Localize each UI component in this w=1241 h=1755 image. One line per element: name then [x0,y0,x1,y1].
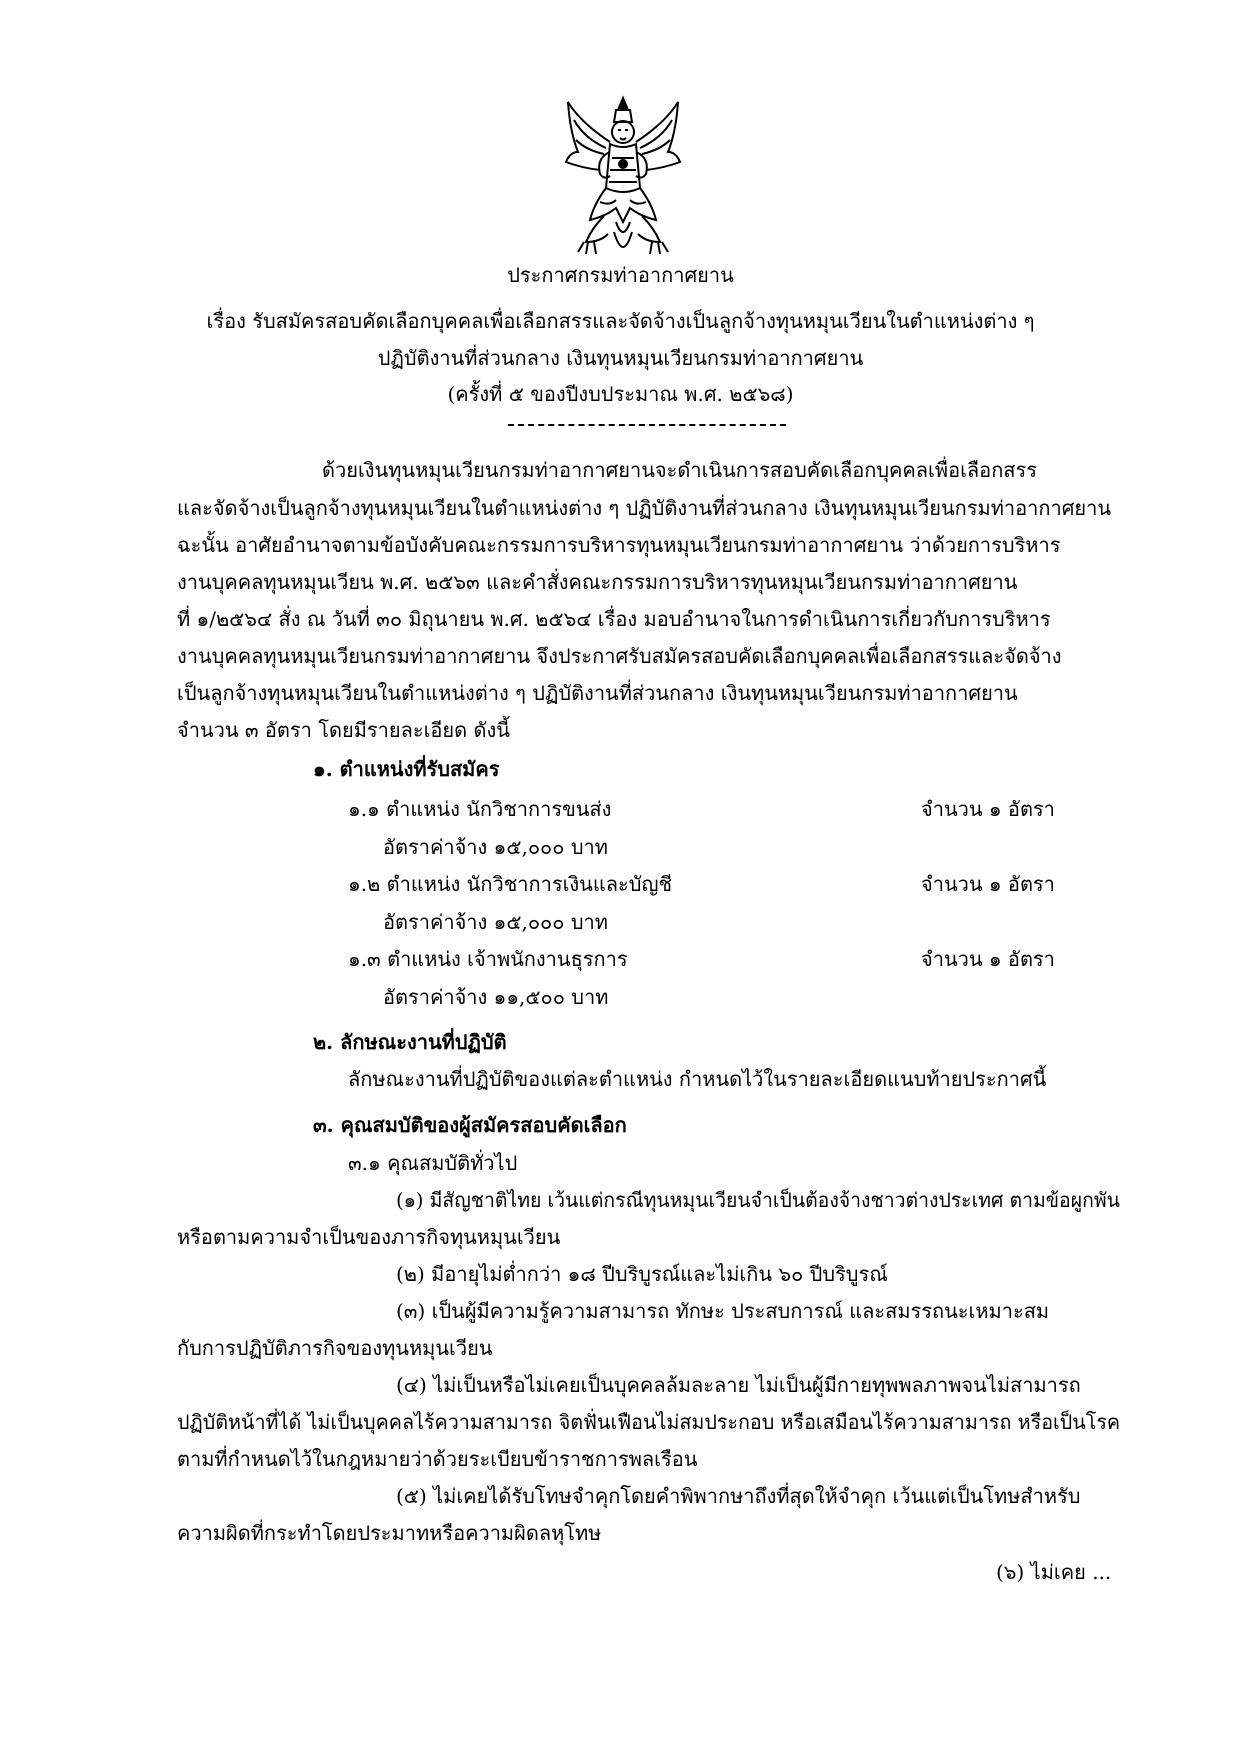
continuation-marker: (๖) ไม่เคย ... [996,1560,1112,1584]
qualification-3-line-2: กับการปฏิบัติภารกิจของทุนหมุนเวียน [177,1336,493,1360]
qualification-4-line-1: (๔) ไม่เป็นหรือไม่เคยเป็นบุคคลล้มละลาย ไม่เป็นผู้มีกายทุพพลภาพจนไม่สามารถ [396,1373,1081,1397]
qualification-3-line-1: (๓) เป็นผู้มีความรู้ความสามารถ ทักษะ ประสบการณ์ และสมรรถนะเหมาะสม [396,1299,1050,1323]
section-2-text: ลักษณะงานที่ปฏิบัติของแต่ละตำแหน่ง กำหนดไว้ในรายละเอียดแนบท้ายประกาศนี้ [348,1067,1047,1091]
qualification-5-line-1: (๕) ไม่เคยได้รับโทษจำคุกโดยคำพิพากษาถึงที่สุดให้จำคุก เว้นแต่เป็นโทษสำหรับ [396,1484,1081,1508]
position-3-title: ๑.๓ ตำแหน่ง เจ้าพนักงานธุรการ [348,947,628,971]
header-separator [508,424,786,426]
garuda-emblem-icon [560,92,686,268]
qualification-1-line-2: หรือตามความจำเป็นของภารกิจทุนหมุนเวียน [177,1225,561,1249]
subject-line-2: ปฏิบัติงานที่ส่วนกลาง เงินทุนหมุนเวียนกรมท่าอากาศยาน [377,346,864,370]
intro-line-2: และจัดจ้างเป็นลูกจ้างทุนหมุนเวียนในตำแหน่งต่าง ๆ ปฏิบัติงานที่ส่วนกลาง เงินทุนหมุนเวียนกรมท่าอากาศยาน [177,496,1112,520]
position-1-count: จำนวน ๑ อัตรา [921,797,1055,821]
section-3-heading: ๓. คุณสมบัติของผู้สมัครสอบคัดเลือก [313,1113,627,1137]
position-3-wage: อัตราค่าจ้าง ๑๑,๕๐๐ บาท [383,985,609,1009]
position-2-title: ๑.๒ ตำแหน่ง นักวิชาการเงินและบัญชี [348,872,673,896]
intro-line-4: งานบุคคลทุนหมุนเวียน พ.ศ. ๒๕๖๓ และคำสั่งคณะกรรมการบริหารทุนหมุนเวียนกรมท่าอากาศยาน [177,570,1018,594]
qualification-2: (๒) มีอายุไม่ต่ำกว่า ๑๘ ปีบริบูรณ์และไม่เกิน ๖๐ ปีบริบูรณ์ [396,1262,888,1286]
position-2-wage: อัตราค่าจ้าง ๑๕,๐๐๐ บาท [383,910,608,934]
qualification-1-line-1: (๑) มีสัญชาติไทย เว้นแต่กรณีทุนหมุนเวียนจำเป็นต้องจ้างชาวต่างประเทศ ตามข้อผูกพัน [396,1188,1120,1212]
position-2-count: จำนวน ๑ อัตรา [921,872,1055,896]
position-3-count: จำนวน ๑ อัตรา [921,947,1055,971]
intro-line-8: จำนวน ๓ อัตรา โดยมีรายละเอียด ดังนี้ [177,718,510,742]
intro-line-7: เป็นลูกจ้างทุนหมุนเวียนในตำแหน่งต่าง ๆ ปฏิบัติงานที่ส่วนกลาง เงินทุนหมุนเวียนกรมท่าอากาศยาน [177,681,1018,705]
position-1-wage: อัตราค่าจ้าง ๑๕,๐๐๐ บาท [383,835,608,859]
position-1-title: ๑.๑ ตำแหน่ง นักวิชาการขนส่ง [348,797,612,821]
issuer-title: ประกาศกรมท่าอากาศยาน [507,263,734,287]
intro-line-1: ด้วยเงินทุนหมุนเวียนกรมท่าอากาศยานจะดำเนินการสอบคัดเลือกบุคคลเพื่อเลือกสรร [322,458,1037,482]
section-1-heading: ๑. ตำแหน่งที่รับสมัคร [313,757,500,781]
section-3-1-subheading: ๓.๑ คุณสมบัติทั่วไป [348,1151,518,1175]
section-2-heading: ๒. ลักษณะงานที่ปฏิบัติ [313,1030,507,1054]
intro-line-5: ที่ ๑/๒๕๖๔ สั่ง ณ วันที่ ๓๐ มิถุนายน พ.ศ. ๒๕๖๔ เรื่อง มอบอำนาจในการดำเนินการเกี่ยวกับการบริหาร [177,607,1051,631]
qualification-4-line-2: ปฏิบัติหน้าที่ได้ ไม่เป็นบุคคลไร้ความสามารถ จิตฟั่นเฟือนไม่สมประกอบ หรือเสมือนไร้ความสามารถ หรือเป็นโรค [177,1410,1121,1434]
intro-line-6: งานบุคคลทุนหมุนเวียนกรมท่าอากาศยาน จึงประกาศรับสมัครสอบคัดเลือกบุคคลเพื่อเลือกสรรและจัดจ้าง [177,644,1062,668]
intro-line-3: ฉะนั้น อาศัยอำนาจตามข้อบังคับคณะกรรมการบริหารทุนหมุนเวียนกรมท่าอากาศยาน ว่าด้วยการบริหาร [177,533,1061,557]
qualification-4-line-3: ตามที่กำหนดไว้ในกฎหมายว่าด้วยระเบียบข้าราชการพลเรือน [177,1447,698,1471]
subject-line-1: เรื่อง รับสมัครสอบคัดเลือกบุคคลเพื่อเลือกสรรและจัดจ้างเป็นลูกจ้างทุนหมุนเวียนในตำแหน่งต่าง ๆ [206,309,1035,333]
subject-line-3: (ครั้งที่ ๕ ของปีงบประมาณ พ.ศ. ๒๕๖๘) [447,382,794,406]
qualification-5-line-2: ความผิดที่กระทำโดยประมาทหรือความผิดลหุโทษ [177,1521,602,1545]
